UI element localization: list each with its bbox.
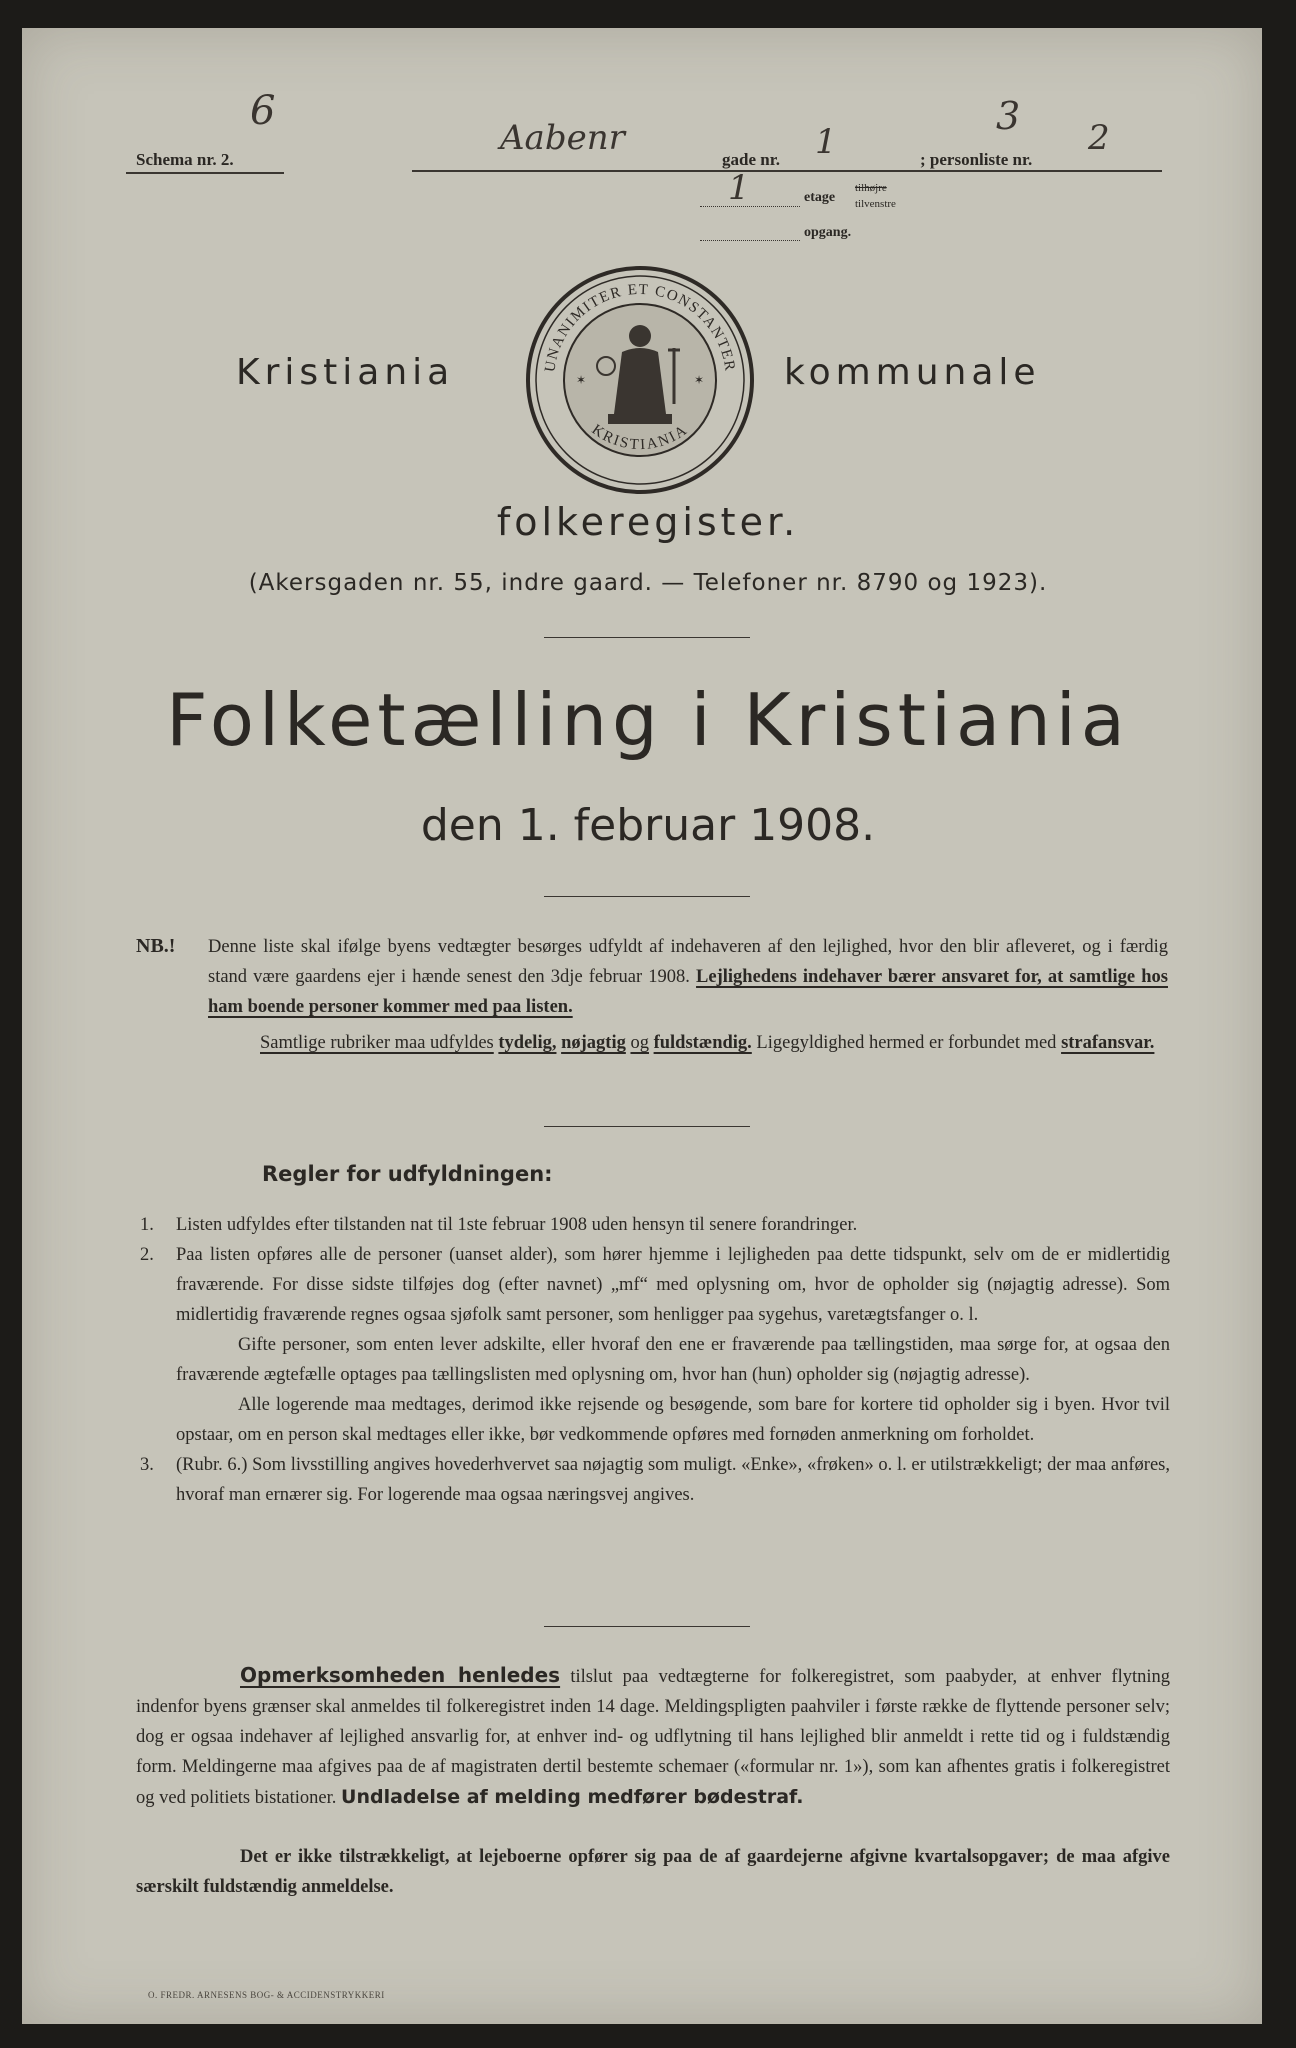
address-rule [412,170,1162,172]
svg-text:✶: ✶ [576,373,587,387]
svg-text:✶: ✶ [694,373,705,387]
nb-paragraph-2 [208,1028,1168,1058]
main-title: Folketælling i Kristiania [166,678,1130,762]
rule-text: Alle logerende maa medtages, derimod ikke rejsende og besøgende, som bare for kortere tid opholder sig i byen. Hvor tvil opstaar, om en person skal medtages eller ikke, bør vedkommende opføres med fornøden anmerkning om forholdet. [176,1395,1170,1445]
etage-label: etage [804,190,836,205]
seal-text-bottom: KRISTIANIA [588,421,692,454]
etage-value: 1 [728,168,750,208]
nb-p2-end: Ligegyldighed hermed er forbundet med [756,1033,1057,1053]
personliste-value: 2 [1088,118,1110,158]
rule-item-3 [140,1450,1170,1510]
office-register: folkeregister. [496,500,800,544]
rule-item-2c [140,1390,1170,1450]
nb-paragraph-1 [208,932,1168,1022]
opgang-label: opgang. [804,225,852,240]
rule-item-2b [140,1330,1170,1390]
rule-text: (Rubr. 6.) Som livsstilling angives hovederhvervet saa nøjagtig som muligt. «Enke», «frøken» o. l. er utilstrækkeligt; der maa anføres, hvoraf man ernærer sig. For logerende maa ogsaa næringsvej angives. [176,1455,1170,1505]
schema-label: Schema nr. 2. [136,150,234,169]
circle-mark: 3 [996,94,1021,138]
notice-p1-text: tilslut paa vedtægterne for folkeregistret, som paabyder, at enhver flytning indenfor byens grænser skal anmeldes til folkeregistret inden 14 dage. Meldingspligten paahviler i første række de flyttende personer selv; dog er ogsaa indehaver af lejlighed ansvarlig for, at enhver ind- og udflytning til hans lejlighed blir anmeldt i rette tid og i fuldstændig form. Meldingerne maa afgives paa de af magistraten dertil bestemte schemaer («formular nr. 1»), som kan afhentes gratis i folkeregistret og ved politiets bistationer. [136,1667,1171,1808]
rule-text: Gifte personer, som enten lever adskilte, eller hvoraf den ene er fraværende paa tællingstiden, maa sørge for, at ogsaa den fraværende ægtefælle optages paa tællingslisten med oplysning om, hvor han (hun) opholder sig (nøjagtig adresse). [176,1335,1170,1385]
divider-3 [544,1126,750,1127]
printer-imprint: O. FREDR. ARNESENS BOG- & ACCIDENSTRYKKERI [148,1990,385,2000]
rule-text: Listen udfyldes efter tilstanden nat til 1ste februar 1908 uden hensyn til senere forandringer. [176,1215,858,1235]
gade-value: 1 [815,122,837,162]
rule-number: 1. [140,1215,154,1235]
notice-lead: Opmerksomheden henledes [240,1663,561,1687]
divider-4 [544,1626,750,1627]
rule-text: Paa listen opføres alle de personer (uanset alder), som hører hjemme i lejligheden paa dette tidspunkt, selv om de er midlertidig fraværende. For disse sidste tilføjes dog (efter navnet) „mf“ med oplysning om, hvor de opholder sig (nøjagtig adresse). Som midlertidig fraværende regnes ogsaa sjøfolk samt personer, som henligger paa sygehus, varetægtsfanger o. l. [176,1245,1170,1325]
nb-p2-b3: fuldstændig. [653,1033,752,1053]
office-left-word: Kristiania [236,352,455,393]
rules-list [140,1210,1170,1510]
nb-p2-b1: tydelig, [498,1033,557,1053]
rule-item-2 [140,1240,1170,1330]
nb-p1-text: Denne liste skal ifølge byens vedtægter besørges udfyldt af indehaveren af den lejlighed, hvor den blir afleveret, og i færdig stand være gaardens ejer i hænde senest den 3dje februar 1908. [208,937,1168,987]
rules-heading: Regler for udfyldningen: [262,1162,553,1186]
notice-paragraph-2: Det er ikke tilstrækkeligt, at lejeboerne opfører sig paa de af gaardejerne afgivne kvartalsopgaver; de maa afgive særskilt fuldstændig anmeldelse. [136,1847,1170,1897]
office-address: (Akersgaden nr. 55, indre gaard. — Telefoner nr. 8790 og 1923). [248,570,1048,596]
notice-p1-bold: Undladelse af melding medfører bødestraf. [341,1786,804,1808]
rule-number: 3. [140,1455,154,1475]
personliste-label: ; personliste nr. [920,150,1033,169]
gade-label: gade nr. [722,150,780,169]
side-left: tilvenstre [855,198,896,210]
office-right-word: kommunale [784,352,1041,393]
city-seal [524,264,756,496]
notice-paragraph-1 [136,1660,1170,1813]
opgang-rule [700,240,800,241]
rule-number: 2. [140,1245,154,1265]
nb-label: NB.! [136,935,176,957]
nb-p1-bold: Lejlighedens indehaver bærer ansvaret for, at samtlige hos ham boende personer kommer med paa listen. [208,967,1168,1017]
street-name-handwritten: Aabenr [500,118,625,158]
etage-rule [700,206,800,207]
nb-p2-mid: og [630,1033,649,1053]
seal-text-top: UNANIMITER ET CONSTANTER [542,281,738,374]
rule-item-1 [140,1210,1170,1240]
divider-2 [544,896,750,897]
rule-number-empty [140,1390,176,1450]
nb-p2-start: Samtlige rubriker maa udfyldes [260,1033,494,1053]
title-date: den 1. februar 1908. [420,800,876,851]
schema-rule [126,172,284,174]
side-right: tilhøjre [855,182,887,194]
rule-number-empty [140,1330,176,1390]
nb-p2-b2: nøjagtig [561,1033,626,1053]
divider-1 [544,637,750,638]
schema-mark: 6 [250,88,276,134]
nb-p2-b4: strafansvar. [1061,1033,1155,1053]
